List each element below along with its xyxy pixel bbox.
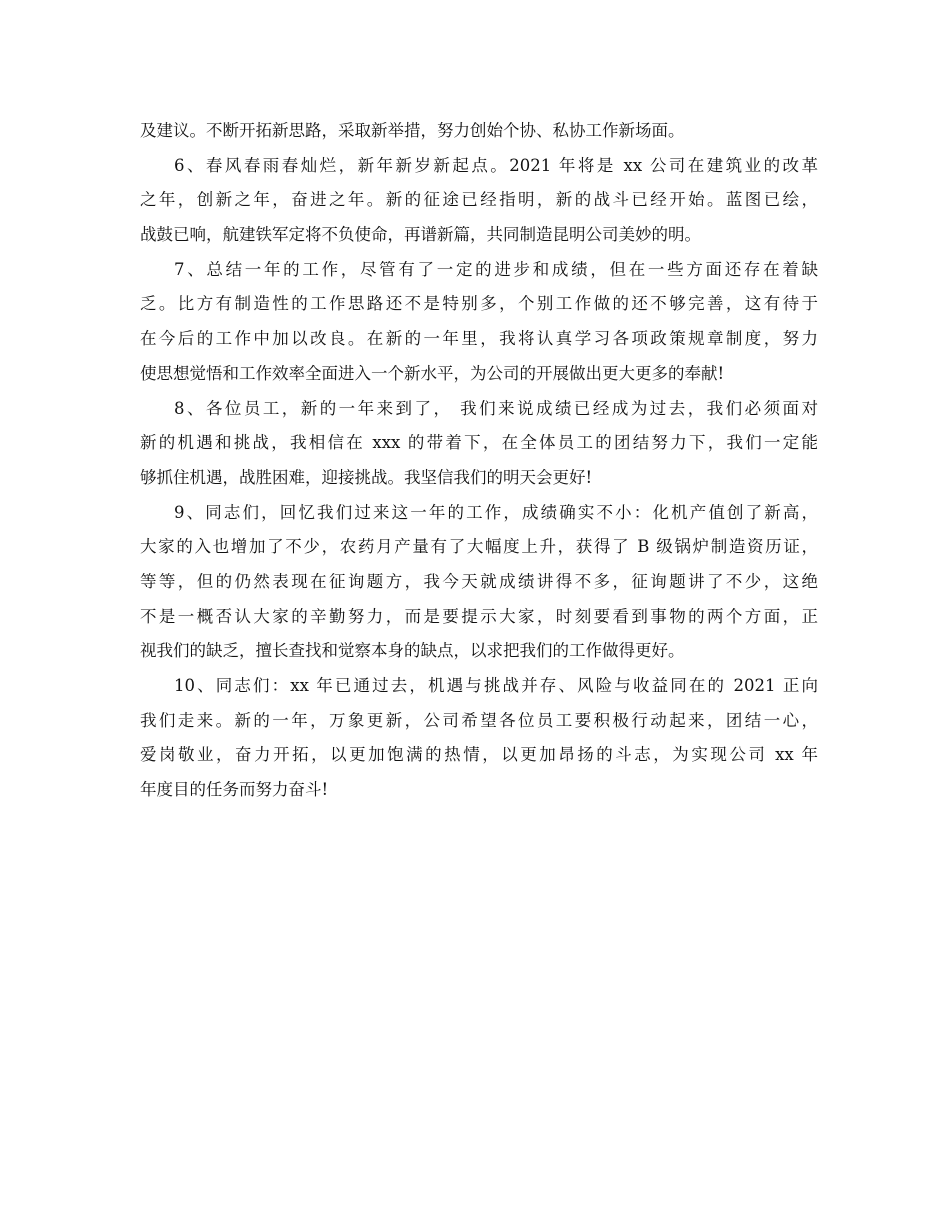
text-line: 8、各位员工，新的一年来到了， 我们来说成绩已经成为过去，我们必须面对 <box>174 398 818 418</box>
paragraph <box>140 496 818 669</box>
text-line: 之年，创新之年，奋进之年。新的征途已经指明，新的战斗已经开始。蓝图已绘， <box>140 190 818 210</box>
text-line: 不是一概否认大家的辛勤努力，而是要提示大家，时刻要看到事物的两个方面，正 <box>140 606 818 626</box>
text-line: 爱岗敬业，奋力开拓，以更加饱满的热情，以更加昂扬的斗志，为实现公司 xx 年 <box>140 745 818 765</box>
text-line: 战鼓已响，航建铁军定将不负使命，再谱新篇，共同制造昆明公司美妙的明。 <box>140 225 701 245</box>
paragraph <box>140 253 818 392</box>
text-line: 9、同志们，回忆我们过来这一年的工作，成绩确实不小：化机产值创了新高， <box>174 502 818 522</box>
paragraph <box>140 114 818 149</box>
paragraph <box>140 669 818 808</box>
text-line: 年度目的任务而努力奋斗! <box>140 780 329 800</box>
paragraph <box>140 392 818 496</box>
text-line: 7、总结一年的工作，尽管有了一定的进步和成绩，但在一些方面还存在着缺 <box>174 259 818 279</box>
text-line: 使思想觉悟和工作效率全面进入一个新水平，为公司的开展做出更大更多的奉献! <box>140 363 725 383</box>
text-line: 在今后的工作中加以改良。在新的一年里，我将认真学习各项政策规章制度，努力 <box>140 329 818 349</box>
text-line: 够抓住机遇，战胜困难，迎接挑战。我坚信我们的明天会更好! <box>140 467 593 487</box>
text-line: 新的机遇和挑战，我相信在 xxx 的带着下，在全体员工的团结努力下，我们一定能 <box>140 433 818 453</box>
text-line: 大家的入也增加了不少，农药月产量有了大幅度上升，获得了 B 级锅炉制造资历证， <box>140 537 818 557</box>
text-line: 6、春风春雨春灿烂，新年新岁新起点。2021 年将是 xx 公司在建筑业的改革 <box>174 155 818 175</box>
text-line: 等等，但的仍然表现在征询题方，我今天就成绩讲得不多，征询题讲了不少，这绝 <box>140 571 818 591</box>
text-line: 视我们的缺乏，擅长查找和觉察本身的缺点，以求把我们的工作做得更好。 <box>140 641 685 661</box>
text-line: 10、同志们：xx 年已通过去，机遇与挑战并存、风险与收益同在的 2021 正向 <box>174 676 818 695</box>
document-body <box>140 114 818 808</box>
paragraph <box>140 149 818 253</box>
text-line: 及建议。不断开拓新思路，采取新举措，努力创始个协、私协工作新场面。 <box>140 121 685 140</box>
text-line: 我们走来。新的一年，万象更新，公司希望各位员工要积极行动起来，团结一心， <box>140 710 818 730</box>
text-line: 乏。比方有制造性的工作思路还不是特别多，个别工作做的还不够完善，这有待于 <box>140 294 818 314</box>
